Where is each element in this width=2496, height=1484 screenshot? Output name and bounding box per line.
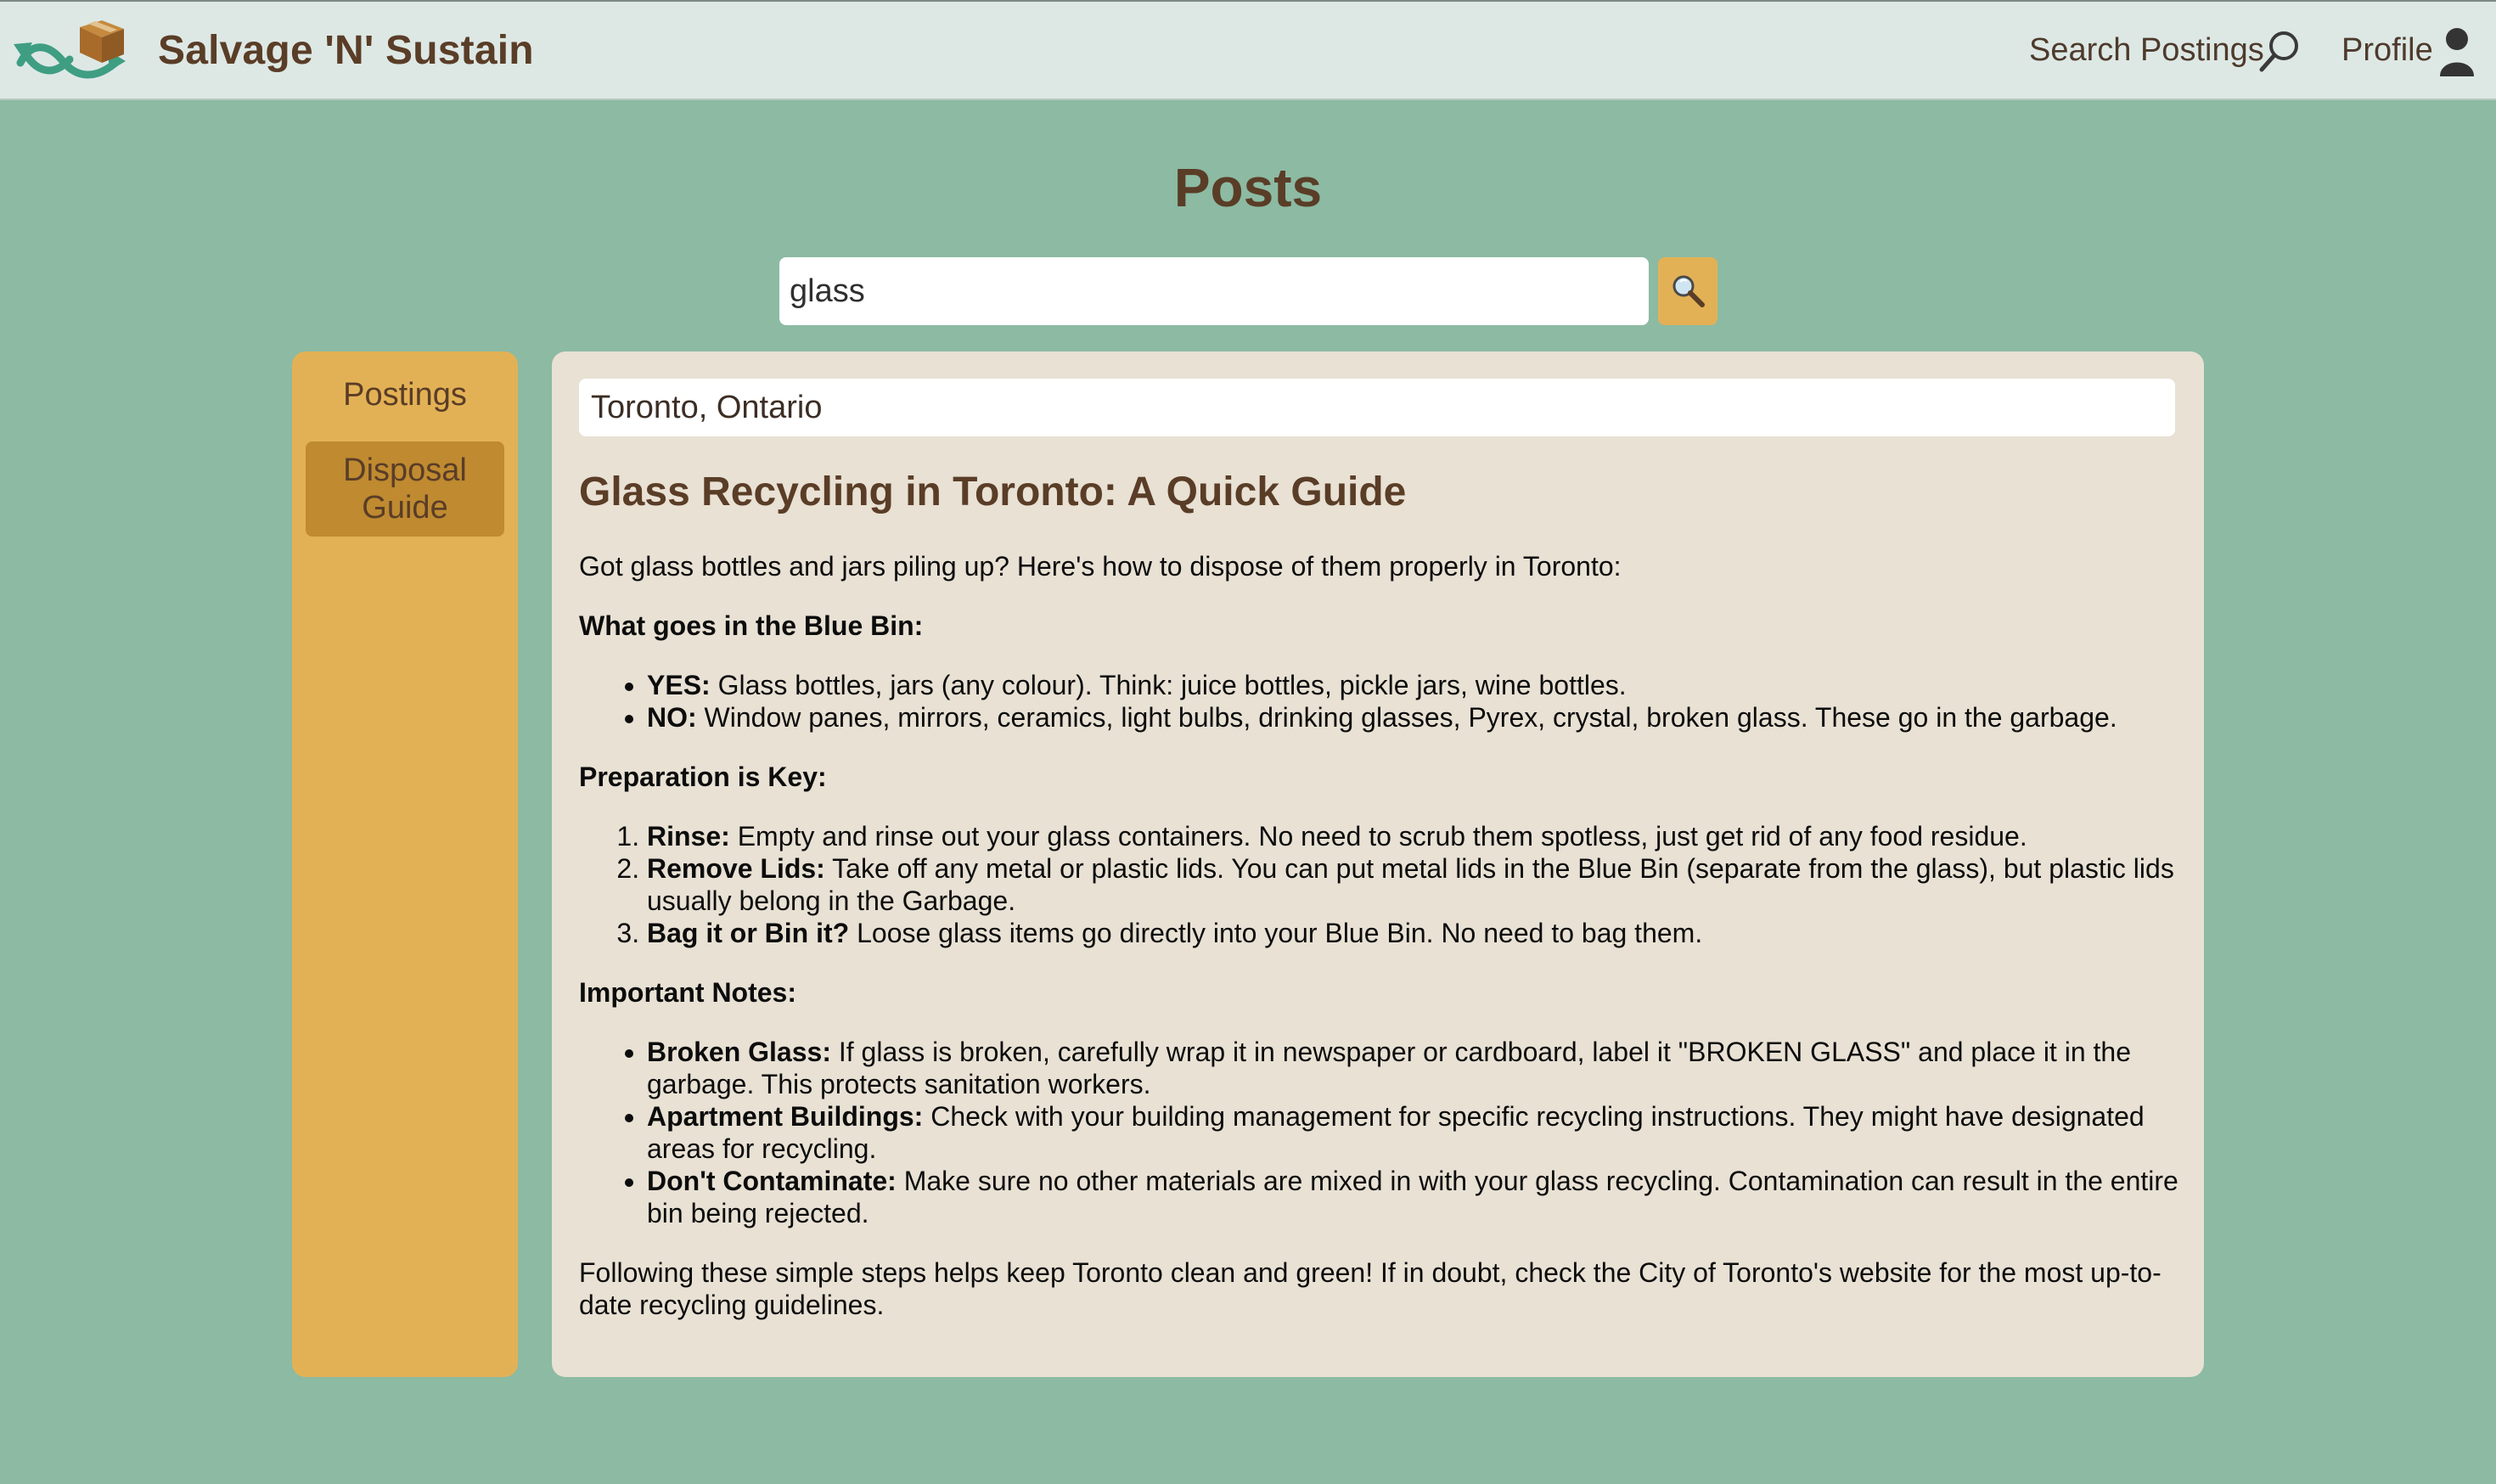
item-label: NO: — [647, 702, 697, 733]
item-text: Check with your building management for specific recycling instructions. They might have designated areas for recycling. — [647, 1101, 2145, 1164]
item-text: Empty and rinse out your glass containers. No need to scrub them spotless, just get rid of any food residue. — [729, 821, 2027, 852]
preparation-heading: Preparation is Key: — [579, 762, 827, 792]
item-label: Bag it or Bin it? — [647, 918, 850, 948]
magnifier-icon — [1670, 273, 1707, 310]
disposal-guide-article — [579, 469, 2180, 1348]
item-label: Rinse: — [647, 821, 730, 852]
item-text: Make sure no other materials are mixed in with your glass recycling. Contamination can result in the entire bin being rejected. — [647, 1166, 2178, 1228]
sidebar — [292, 351, 518, 1377]
sidebar-item-label: Disposal Guide — [343, 453, 467, 526]
list-item — [647, 669, 2180, 701]
location-field[interactable]: Toronto, Ontario — [579, 379, 2175, 436]
list-item — [647, 701, 2180, 734]
item-text: Take off any metal or plastic lids. You can put metal lids in the Blue Bin (separate from the glass), but plastic lids usually belong in the Garbage. — [647, 853, 2174, 916]
profile-person-icon[interactable] — [2438, 27, 2476, 78]
page-title: Posts — [1173, 157, 1323, 218]
blue-bin-heading: What goes in the Blue Bin: — [579, 610, 924, 641]
blue-bin-list — [579, 669, 2180, 734]
list-item — [647, 917, 2180, 949]
item-text: Glass bottles, jars (any colour). Think: juice bottles, pickle jars, wine bottles. — [710, 670, 1627, 700]
item-text: Window panes, mirrors, ceramics, light bulbs, drinking glasses, Pyrex, crystal, broken glass. These go in the garbage. — [696, 702, 2117, 733]
top-navbar — [0, 0, 2496, 100]
search-button[interactable] — [1658, 257, 1717, 325]
notes-heading: Important Notes: — [579, 977, 796, 1008]
item-label: YES: — [647, 670, 711, 700]
recycle-box-logo-icon[interactable] — [14, 14, 134, 85]
item-label: Broken Glass: — [647, 1037, 831, 1067]
item-text: Loose glass items go directly into your Blue Bin. No need to bag them. — [849, 918, 1703, 948]
article-title: Glass Recycling in Toronto: A Quick Guide — [579, 469, 1407, 514]
item-text: If glass is broken, carefully wrap it in newspaper or cardboard, label it "BROKEN GLASS" and place it in the garbage. This protects sanitation workers. — [647, 1037, 2131, 1099]
sidebar-item-postings[interactable]: Postings — [343, 377, 467, 413]
search-icon[interactable] — [2257, 27, 2304, 75]
sidebar-item-disposal-guide[interactable] — [306, 441, 504, 537]
list-item — [647, 820, 2180, 852]
notes-list — [579, 1036, 2180, 1229]
list-item — [647, 1165, 2180, 1229]
brand-name[interactable]: Salvage 'N' Sustain — [158, 28, 534, 73]
list-item — [647, 1100, 2180, 1165]
content-card — [552, 351, 2204, 1377]
article-closing: Following these simple steps helps keep Toronto clean and green! If in doubt, check the City of Toronto's website for the most up-to-date recycling guidelines. — [579, 1257, 2162, 1320]
list-item — [647, 852, 2180, 917]
list-item — [647, 1036, 2180, 1100]
preparation-list — [579, 820, 2180, 949]
nav-search-postings-link[interactable]: Search Postings — [2029, 32, 2264, 68]
nav-profile-link[interactable]: Profile — [2341, 32, 2433, 68]
article-intro: Got glass bottles and jars piling up? Here's how to dispose of them properly in Toronto: — [579, 551, 1622, 582]
item-label: Apartment Buildings: — [647, 1101, 924, 1132]
item-label: Don't Contaminate: — [647, 1166, 897, 1196]
search-input[interactable] — [779, 257, 1649, 325]
item-label: Remove Lids: — [647, 853, 825, 884]
